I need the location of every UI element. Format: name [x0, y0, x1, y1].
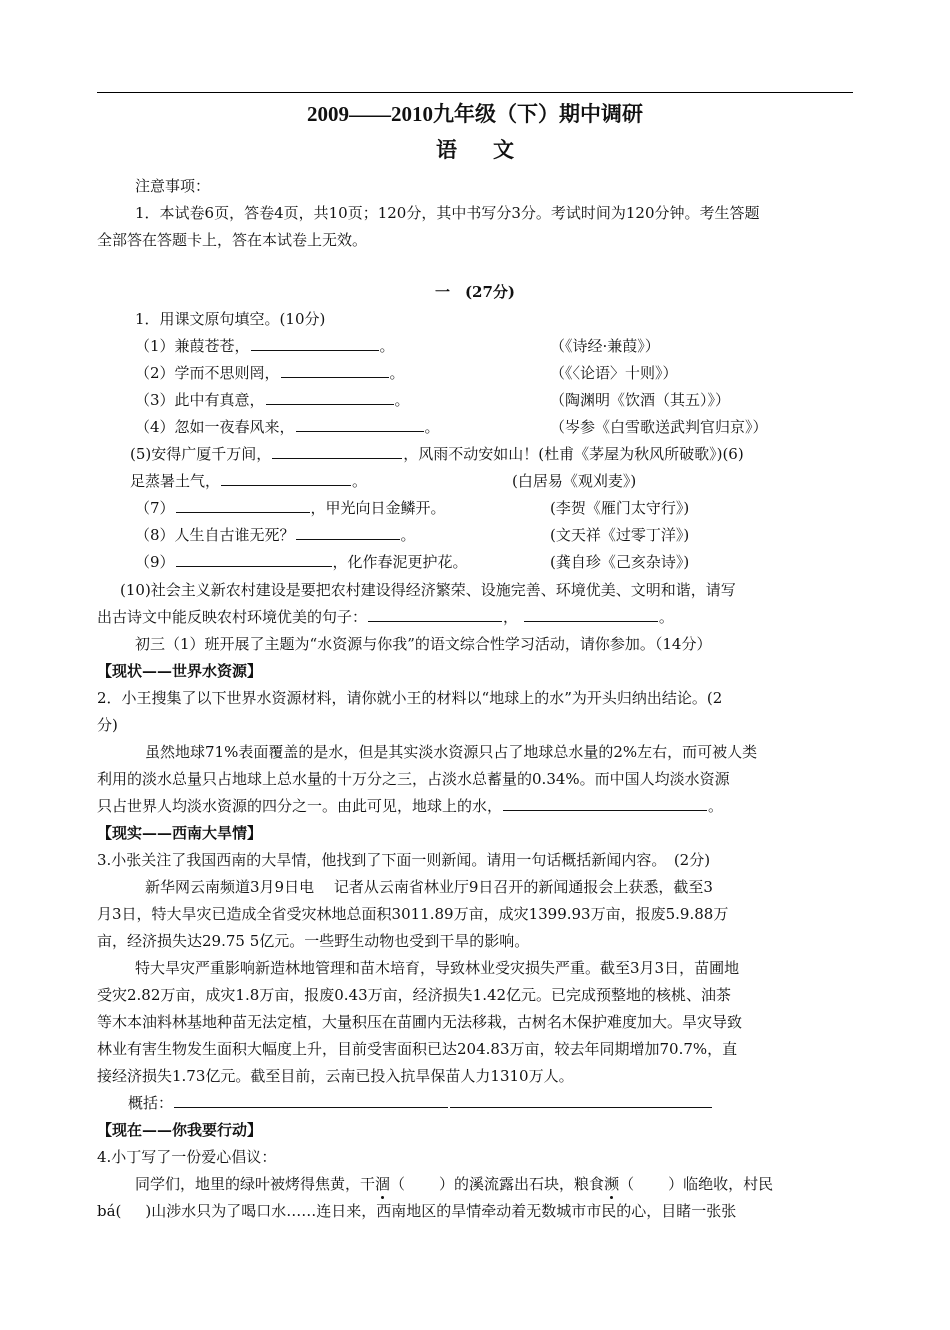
q1-item-10-line-1: (10)社会主义新农村建设是要把农村建设得经济繁荣、设施完善、环境优美、文明和谐，请写	[120, 581, 736, 599]
answer-blank[interactable]	[176, 552, 332, 567]
water-para-line-3: 只占世界人均淡水资源的四分之一。由此可见，地球上的水， 。	[97, 797, 724, 815]
dotted-char: 濒	[604, 1175, 620, 1193]
q3-prompt: 3.小张关注了我国西南的大旱情，他找到了下面一则新闻。请用一句话概括新闻内容。 (2分)	[97, 851, 711, 869]
water-para-line-1: 虽然地球71%表面覆盖的是水，但是其实淡水资源只占了地球总水量的2%左右，而可被人类	[145, 743, 758, 761]
proposal-line-1: 同学们，地里的绿叶被烤得焦黄，干涸（ ）的溪流露出石块，粮食濒（ ）临绝收，村民	[135, 1175, 774, 1193]
q1-item-7-source: (李贺《雁门太守行》)	[550, 499, 690, 517]
heading-reality: 【现实——西南大旱情】	[97, 824, 263, 842]
answer-blank[interactable]	[281, 363, 389, 378]
answer-blank[interactable]	[368, 607, 502, 622]
notice-line-1: 1．本试卷6页，答卷4页，共10页；120分，其中书写分3分。考试时间为120分钟。考生答题	[135, 204, 760, 222]
header-rule	[97, 92, 853, 93]
answer-blank[interactable]	[272, 444, 402, 459]
news-line-8: 接经济损失1.73亿元。截至目前，云南已投入抗旱保苗人力1310万人。	[97, 1067, 574, 1085]
answer-blank[interactable]	[296, 417, 424, 432]
summary-line: 概括：	[128, 1093, 713, 1113]
water-para-line-2: 利用的淡水总量只占地球上总水量的十万分之三，占淡水总蓄量的0.34%。而中国人均淡水资源	[97, 770, 730, 788]
news-line-7: 林业有害生物发生面积大幅度上升，目前受害面积已达204.83万亩，较去年同期增加70.7%，直	[97, 1040, 738, 1058]
q1-item-3: （3）此中有真意， 。	[135, 391, 410, 409]
heading-now: 【现在——你我要行动】	[97, 1121, 263, 1139]
q1-item-8-source: (文天祥《过零丁洋》)	[550, 526, 690, 544]
activity-intro: 初三（1）班开展了主题为“水资源与你我”的语文综合性学习活动，请你参加。（14分）	[135, 635, 712, 653]
q1-item-8: （8）人生自古谁无死？ 。	[135, 526, 416, 544]
answer-blank[interactable]	[296, 525, 400, 540]
news-line-6: 等木本油料林基地种苗无法定植，大量积压在苗圃内无法移栽，古树名木保护难度加大。旱灾导致	[97, 1013, 743, 1031]
notice-line-2: 全部答在答题卡上，答在本试卷上无效。	[97, 231, 368, 249]
exam-title: 2009——2010九年级（下）期中调研	[307, 102, 643, 126]
news-line-4: 特大旱灾严重影响新造林地管理和苗木培育，导致林业受灾损失严重。截至3月3日，苗圃地	[135, 959, 740, 977]
q1-item-1: （1）兼葭苍苍， 。	[135, 337, 395, 355]
q1-item-9: （9） ，化作春泥更护花。	[135, 553, 468, 571]
q1-item-2: （2）学而不思则罔， 。	[135, 364, 405, 382]
q1-item-2-source: （《〈论语〉十则》）	[550, 364, 678, 382]
q2-line-1: 2．小王搜集了以下世界水资源材料，请你就小王的材料以“地球上的水”为开头归纳出结论。(2	[97, 689, 723, 707]
answer-blank[interactable]	[251, 336, 379, 351]
news-line-2: 月3日，特大旱灾已造成全省受灾林地总面积3011.89万亩，成灾1399.93万亩，报废5.9.88万	[97, 905, 729, 923]
news-line-5: 受灾2.82万亩，成灾1.8万亩，报废0.43万亩，经济损失1.42亿元。已完成预整地的核桃、油茶	[97, 986, 732, 1004]
q1-item-6: 足蒸暑土气， 。	[130, 472, 368, 490]
news-line-3: 亩，经济损失达29.75 5亿元。一些野生动物也受到干旱的影响。	[97, 932, 530, 950]
subject-title: 语文	[436, 137, 550, 162]
q1-item-7: （7） ，甲光向日金鳞开。	[135, 499, 446, 517]
q1-item-6-source: (白居易《观刈麦》)	[512, 472, 637, 490]
q1-item-3-source: （陶渊明《饮酒（其五）》）	[550, 391, 731, 409]
notice-label: 注意事项：	[135, 177, 211, 195]
news-line-1: 新华网云南频道3月9日电 记者从云南省林业厅9日召开的新闻通报会上获悉，截至3	[145, 878, 713, 896]
answer-blank[interactable]	[174, 1093, 448, 1108]
q1-item-9-source: (龚自珍《己亥杂诗》)	[550, 553, 690, 571]
q1-item-10-line-2: 出古诗文中能反映农村环境优美的句子： ， 。	[97, 608, 674, 626]
q1-item-5: (5)安得广厦千万间， ，风雨不动安如山！(杜甫《茅屋为秋风所破歌》)(6)	[130, 445, 744, 463]
answer-blank[interactable]	[524, 607, 658, 622]
q1-item-4-source: （岑参《白雪歌送武判官归京》）	[550, 418, 768, 436]
q4-prompt: 4.小丁写了一份爱心倡议：	[97, 1148, 277, 1166]
q1-item-4: （4）忽如一夜春风来， 。	[135, 418, 440, 436]
answer-blank[interactable]	[450, 1093, 712, 1108]
dotted-char: 涸	[375, 1175, 391, 1193]
answer-blank[interactable]	[176, 498, 310, 513]
proposal-line-2: bá( )山涉水只为了喝口水……连日来，西南地区的旱情牵动着无数城市市民的心，目睹一张张	[97, 1202, 737, 1220]
answer-blank[interactable]	[266, 390, 394, 405]
q1-intro: 1．用课文原句填空。(10分)	[135, 310, 326, 328]
answer-blank[interactable]	[503, 796, 707, 811]
heading-status: 【现状——世界水资源】	[97, 662, 263, 680]
q2-line-2: 分)	[97, 716, 118, 734]
section-one-title: 一 (27分)	[434, 283, 516, 301]
answer-blank[interactable]	[221, 471, 351, 486]
q1-item-1-source: （《诗经·兼葭》）	[550, 337, 660, 355]
